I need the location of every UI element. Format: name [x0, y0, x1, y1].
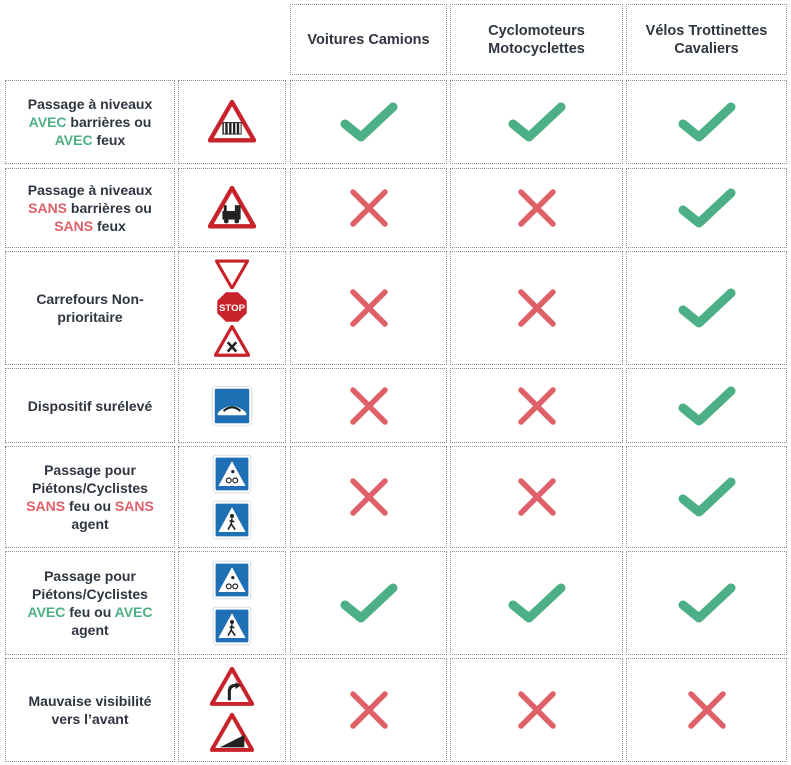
row-label-text: agent	[71, 622, 109, 638]
row-label-text: Passage à niveaux	[27, 96, 153, 112]
checkmark-icon	[678, 385, 736, 427]
value-cell	[450, 168, 623, 248]
row-label-text: feux	[92, 132, 126, 148]
row-label-text: Passage pour	[44, 462, 136, 478]
row-label-line	[29, 692, 152, 710]
cross-icon	[686, 689, 728, 731]
row-label-text: Mauvaise visibilité	[28, 693, 152, 709]
row-label-text: SANS	[114, 498, 154, 514]
row-label-line	[32, 479, 148, 497]
value-cell	[290, 168, 447, 248]
value-cell	[450, 551, 623, 655]
row-label-text: feu ou	[65, 498, 115, 514]
row-label-line	[28, 95, 153, 113]
value-cell	[450, 658, 623, 762]
value-cell	[290, 368, 447, 443]
row-label-line	[71, 515, 108, 533]
level-crossing-barrier-sign-icon	[208, 100, 256, 143]
row-signs	[178, 446, 286, 548]
sign-stack	[179, 659, 285, 761]
value-cell	[626, 551, 787, 655]
row-label-text: AVEC	[114, 604, 153, 620]
row-label-line	[29, 113, 152, 131]
checkmark-icon	[678, 287, 736, 329]
checkmark-icon	[508, 101, 566, 143]
row-label-text: SANS	[54, 218, 94, 234]
row-label-line	[28, 603, 153, 621]
row-label	[5, 368, 175, 443]
row-label-text: vers l’avant	[51, 711, 129, 727]
sign-stack	[179, 81, 285, 163]
value-cell	[450, 446, 623, 548]
row-signs	[178, 80, 286, 164]
cyclist-crossing-sign-icon	[212, 560, 252, 600]
value-cell	[626, 251, 787, 365]
value-cell	[450, 368, 623, 443]
value-cell	[450, 251, 623, 365]
cross-icon	[516, 385, 558, 427]
row-label-line	[26, 497, 154, 515]
row-label-line	[57, 308, 122, 326]
row-label-text: AVEC	[28, 114, 67, 130]
cross-icon	[516, 476, 558, 518]
checkmark-icon	[340, 101, 398, 143]
checkmark-icon	[678, 101, 736, 143]
value-cell	[626, 658, 787, 762]
row-label-line	[44, 567, 136, 585]
row-label-text: Carrefours Non-	[36, 291, 144, 307]
pedestrian-crossing-sign-icon	[212, 500, 252, 540]
checkmark-icon	[678, 187, 736, 229]
row-label-line	[71, 621, 108, 639]
pedestrian-crossing-sign-icon	[212, 606, 252, 646]
value-cell	[290, 80, 447, 164]
yield-sign-icon	[215, 259, 249, 290]
header-voitures: Voitures Camions	[290, 4, 447, 75]
cross-icon	[348, 287, 390, 329]
value-cell	[290, 551, 447, 655]
cross-icon	[348, 689, 390, 731]
svg-text:STOP: STOP	[219, 302, 245, 314]
sign-stack	[179, 369, 285, 442]
row-label	[5, 80, 175, 164]
value-cell	[290, 446, 447, 548]
cross-icon	[348, 385, 390, 427]
checkmark-icon	[340, 582, 398, 624]
row-label	[5, 168, 175, 248]
value-cell	[450, 80, 623, 164]
sign-stack	[179, 252, 285, 364]
row-label-text: Piétons/Cyclistes	[32, 586, 148, 602]
row-label-line	[55, 131, 126, 149]
row-signs	[178, 251, 286, 365]
row-label-text: AVEC	[54, 132, 93, 148]
row-label-text: AVEC	[27, 604, 66, 620]
row-label	[5, 658, 175, 762]
row-label-text: feu ou	[65, 604, 115, 620]
row-label-text: Piétons/Cyclistes	[32, 480, 148, 496]
row-label-text: Dispositif surélevé	[27, 397, 153, 414]
row-label-text: prioritaire	[57, 309, 123, 325]
row-label-text: Passage à niveaux	[27, 182, 153, 198]
sign-stack	[179, 169, 285, 247]
row-label-text: barrières ou	[66, 114, 152, 130]
value-cell	[626, 446, 787, 548]
cross-icon	[516, 287, 558, 329]
dangerous-curve-sign-icon	[210, 667, 254, 707]
row-label	[5, 251, 175, 365]
row-label-text: feux	[93, 218, 126, 234]
row-signs	[178, 168, 286, 248]
row-label-line	[44, 461, 136, 479]
row-signs	[178, 658, 286, 762]
row-label	[5, 551, 175, 655]
cyclist-crossing-sign-icon	[212, 454, 252, 494]
value-cell	[290, 658, 447, 762]
row-label-text: SANS	[28, 200, 68, 216]
level-crossing-train-sign-icon	[208, 186, 256, 229]
row-label-line	[32, 585, 148, 603]
steep-descent-sign-icon	[210, 713, 254, 753]
value-cell	[626, 368, 787, 443]
sign-stack	[179, 447, 285, 547]
row-label-line	[36, 290, 143, 308]
row-signs	[178, 551, 286, 655]
row-label-text: barrières ou	[67, 200, 152, 216]
row-label-text: agent	[71, 516, 109, 532]
row-label	[5, 446, 175, 548]
row-label-text: Passage pour	[44, 568, 136, 584]
cross-icon	[516, 187, 558, 229]
header-cyclomoteurs: Cyclomoteurs Motocyclettes	[450, 4, 623, 75]
checkmark-icon	[508, 582, 566, 624]
row-label-line	[28, 199, 152, 217]
speed-bump-sign-icon	[211, 385, 253, 427]
row-signs	[178, 368, 286, 443]
row-label-text: SANS	[26, 498, 66, 514]
cross-icon	[348, 187, 390, 229]
checkmark-icon	[678, 476, 736, 518]
cross-icon	[348, 476, 390, 518]
row-label-line	[54, 217, 126, 235]
row-label-line	[51, 710, 128, 728]
header-velos: Vélos Trottinettes Cavaliers	[626, 4, 787, 75]
cross-icon	[516, 689, 558, 731]
checkmark-icon	[678, 582, 736, 624]
row-label-line	[28, 181, 153, 199]
value-cell	[626, 168, 787, 248]
row-label-line	[28, 397, 153, 415]
stop-sign-icon	[216, 291, 248, 323]
value-cell	[626, 80, 787, 164]
sign-stack	[179, 552, 285, 654]
value-cell	[290, 251, 447, 365]
intersection-sign-icon	[214, 325, 250, 357]
